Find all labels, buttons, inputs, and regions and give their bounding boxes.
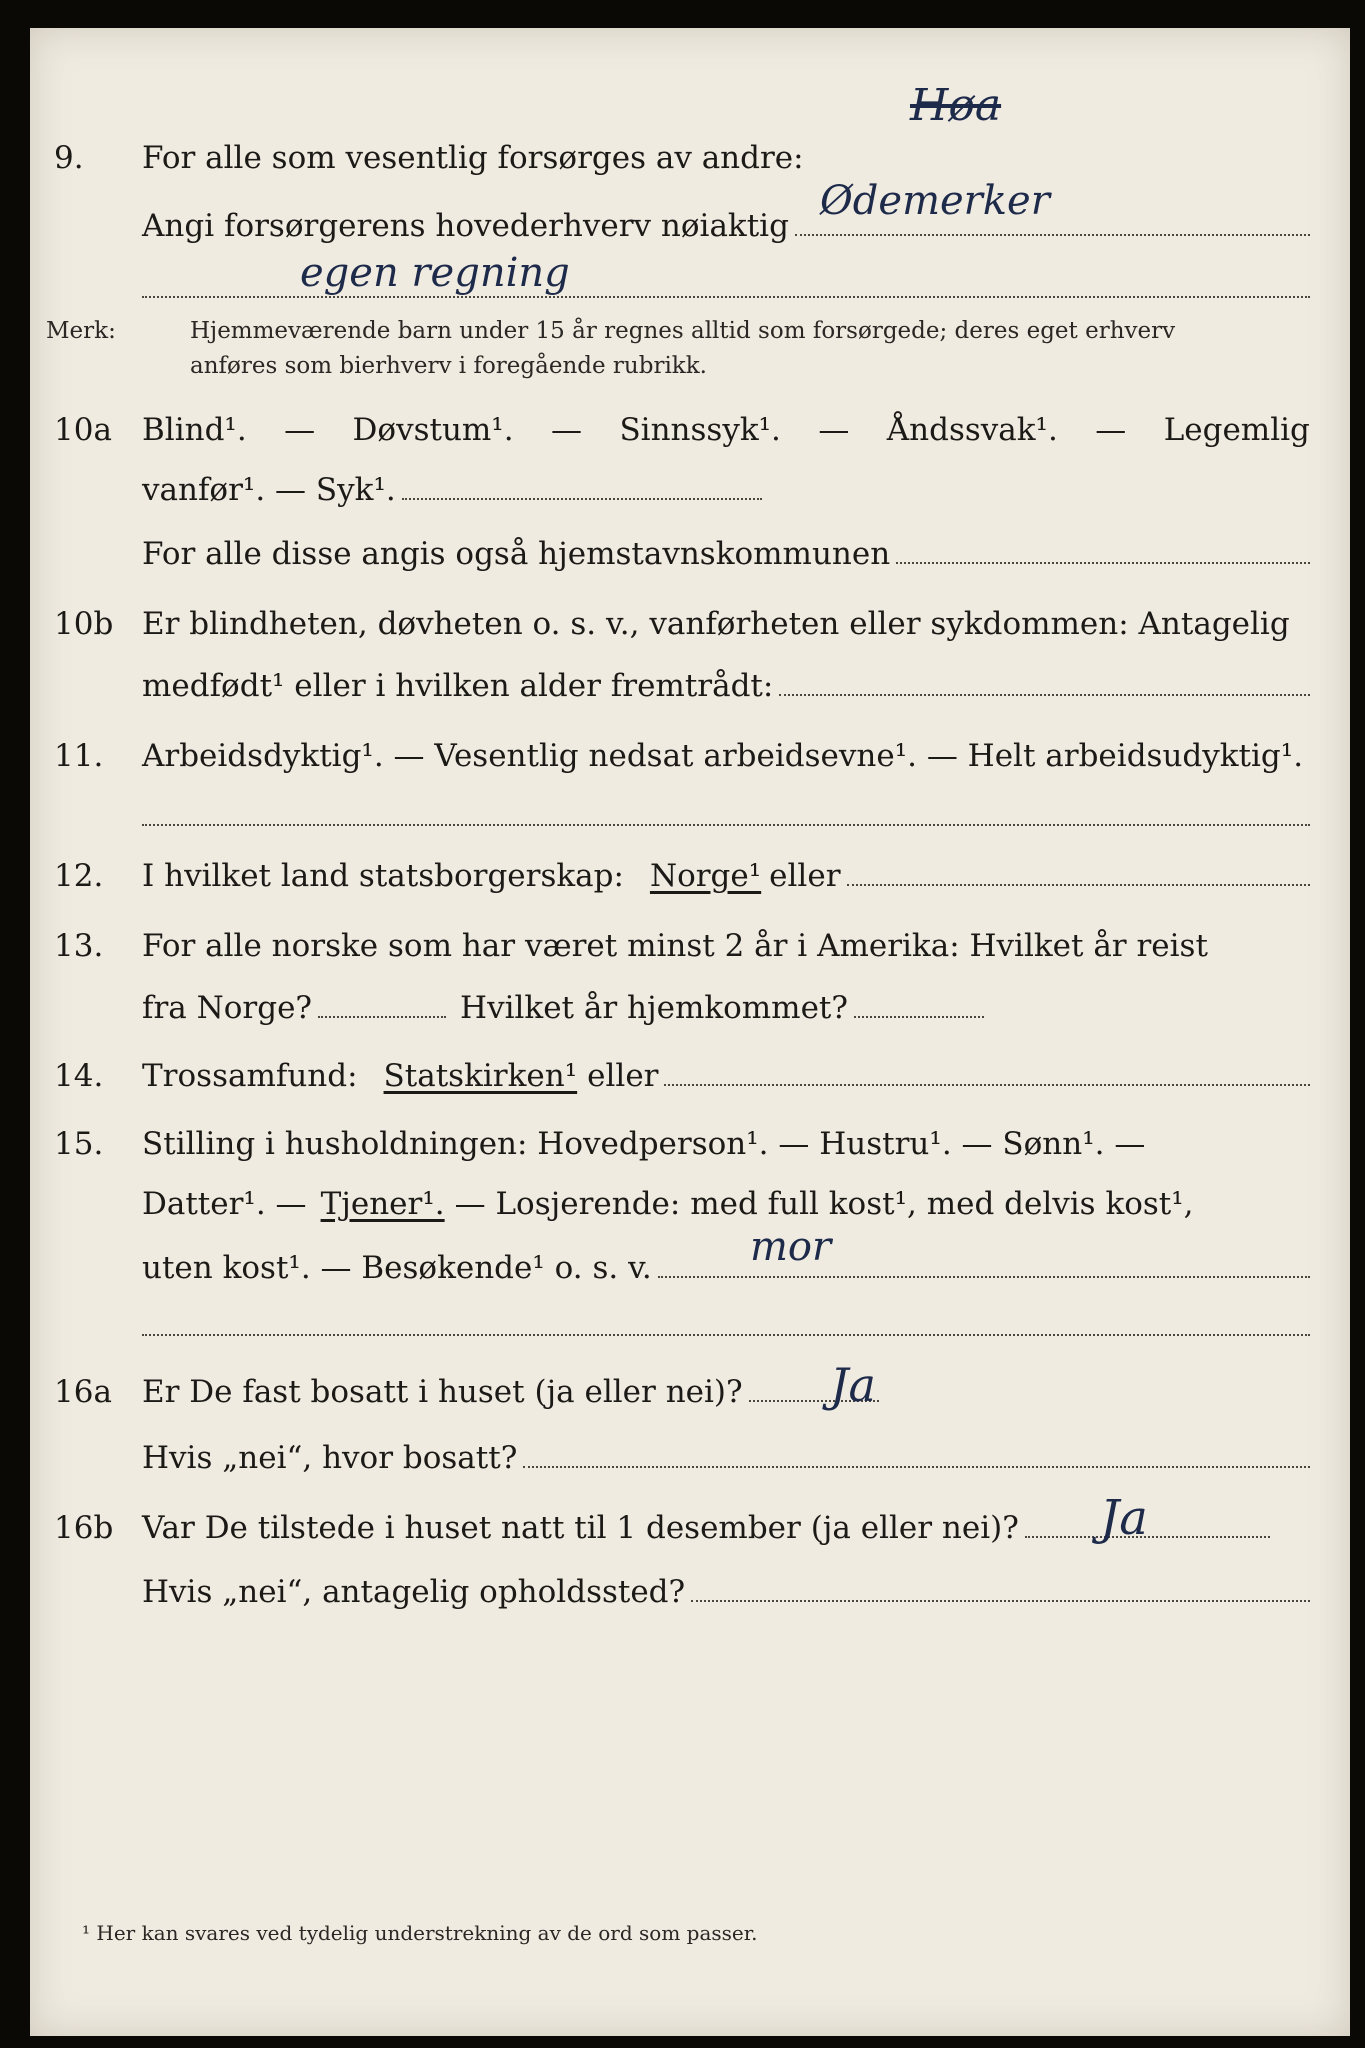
- question-text: For alle norske som har været minst 2 år i Amerika: Hvilket år reist: [142, 928, 1208, 964]
- question-text: I hvilket land statsborgerskap:: [142, 858, 624, 894]
- question-text: eller: [769, 858, 841, 894]
- question-text: Hvis „nei“, antagelig opholdssted?: [142, 1574, 686, 1610]
- question-text: Arbeidsdyktig¹. — Vesentlig nedsat arbeidsevne¹. — Helt arbeidsudyktig¹.: [142, 738, 1304, 774]
- question-text: Datter¹. —: [142, 1186, 307, 1222]
- separator: —: [818, 412, 850, 448]
- question-text: Trossamfund:: [142, 1058, 358, 1094]
- handwritten-answer: Ødemerker: [820, 178, 1050, 224]
- census-form-page: [30, 28, 1350, 2036]
- question-text: eller: [587, 1058, 659, 1094]
- note-label: Merk:: [46, 318, 116, 344]
- answer-line: [664, 1062, 1310, 1086]
- answer-line: [142, 296, 1310, 298]
- question-number: 11.: [54, 738, 104, 774]
- underlined-option: Tjener¹.: [320, 1186, 445, 1222]
- question-text: Hvilket år hjemkommet?: [460, 990, 849, 1026]
- option-sinnssyk: Sinnssyk¹.: [619, 412, 781, 448]
- answer-line: [896, 540, 1310, 564]
- handwritten-answer: egen regning: [300, 250, 570, 296]
- crossed-handwriting: Høa: [910, 80, 1002, 131]
- answer-line: [142, 1334, 1310, 1336]
- handwritten-answer: Ja: [830, 1358, 876, 1412]
- question-text: Hvis „nei“, hvor bosatt?: [142, 1440, 518, 1476]
- question-text: Var De tilstede i huset natt til 1 desember (ja eller nei)?: [142, 1510, 1019, 1546]
- answer-line: [847, 862, 1310, 886]
- question-number: 14.: [54, 1058, 104, 1094]
- option-andssvak: Åndssvak¹.: [886, 412, 1058, 448]
- question-text: fra Norge?: [142, 990, 313, 1026]
- underlined-option: Statskirken¹: [383, 1058, 578, 1094]
- question-text: vanfør¹. — Syk¹.: [142, 472, 396, 508]
- question-number: 10b: [54, 606, 114, 642]
- handwritten-answer: mor: [750, 1224, 832, 1270]
- question-text: uten kost¹. — Besøkende¹ o. s. v.: [142, 1250, 652, 1286]
- separator: —: [551, 412, 583, 448]
- question-number: 9.: [54, 140, 84, 176]
- note-text: Hjemmeværende barn under 15 år regnes alltid som forsørgede; deres eget erhverv: [190, 318, 1176, 344]
- footnote: ¹ Her kan svares ved tydelig understrekning av de ord som passer.: [82, 1921, 758, 1945]
- question-text: For alle disse angis også hjemstavnskommunen: [142, 536, 891, 572]
- option-blind: Blind¹.: [142, 412, 247, 448]
- question-number: 15.: [54, 1126, 104, 1162]
- answer-line: [779, 672, 1310, 696]
- question-number: 16a: [54, 1374, 112, 1410]
- answer-line: [318, 994, 446, 1018]
- note-text: anføres som bierhverv i foregående rubrikk.: [190, 353, 707, 379]
- question-text: Angi forsørgerens hovederhverv nøiaktig: [142, 208, 789, 244]
- option-dovstum: Døvstum¹.: [352, 412, 514, 448]
- separator: —: [1095, 412, 1127, 448]
- question-number: 12.: [54, 858, 104, 894]
- question-text: Stilling i husholdningen: Hovedperson¹. — Hustru¹. — Sønn¹. —: [142, 1126, 1146, 1162]
- question-number: 10a: [54, 412, 112, 448]
- underlined-option: Norge¹: [649, 858, 762, 894]
- separator: —: [284, 412, 316, 448]
- answer-line: [691, 1578, 1310, 1602]
- answer-line: [854, 994, 984, 1018]
- answer-line: [142, 824, 1310, 826]
- question-text: For alle som vesentlig forsørges av andre:: [142, 140, 804, 176]
- option-legemlig: Legemlig: [1163, 412, 1310, 448]
- question-text: Er De fast bosatt i huset (ja eller nei)?: [142, 1374, 743, 1410]
- answer-line: [402, 476, 762, 500]
- handwritten-answer: Ja: [1100, 1490, 1148, 1546]
- answer-line: [523, 1444, 1310, 1468]
- question-text: medfødt¹ eller i hvilken alder fremtrådt:: [142, 668, 774, 704]
- question-text: Er blindheten, døvheten o. s. v., vanførheten eller sykdommen: Antagelig: [142, 606, 1290, 642]
- question-text: — Losjerende: med full kost¹, med delvis kost¹,: [454, 1186, 1194, 1222]
- question-number: 13.: [54, 928, 104, 964]
- question-number: 16b: [54, 1510, 114, 1546]
